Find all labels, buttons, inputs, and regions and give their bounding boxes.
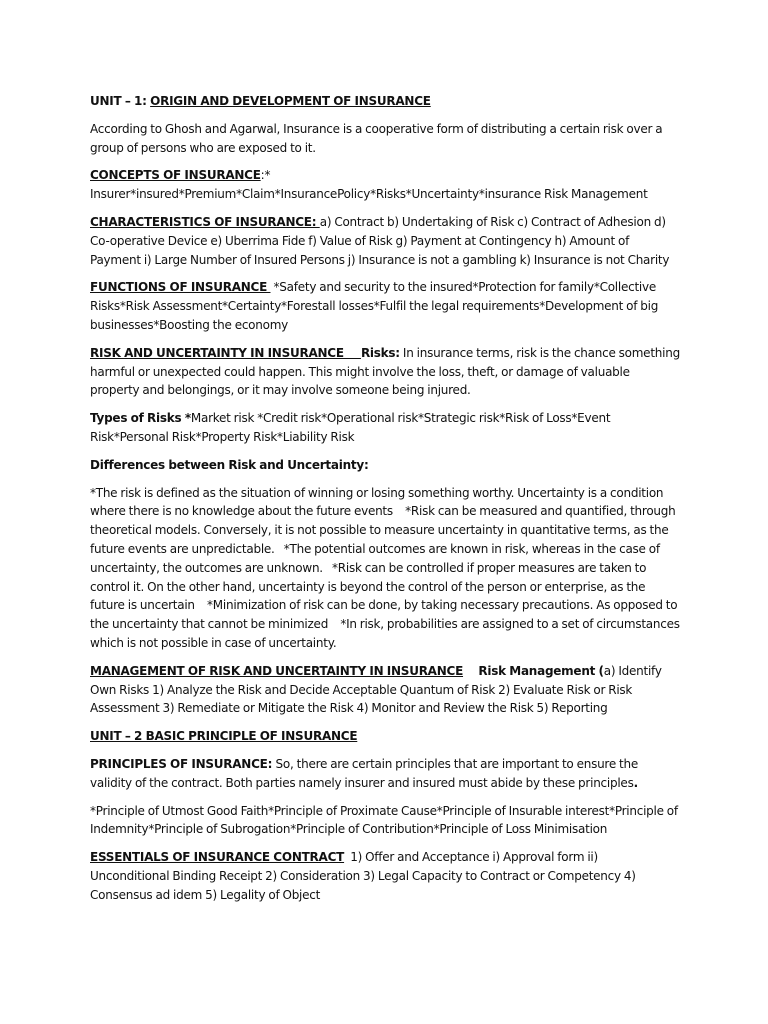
management-paragraph xyxy=(90,662,680,718)
unit1-heading xyxy=(90,92,680,111)
differences-paragraph: *The risk is defined as the situation of winning or losing something worthy. Uncertainty is a condition where there is no knowledge about the future events *Risk can be measured and quantified, through theoretical models. Conversely, it is not possible to measure uncertainty in quantitative terms, as the future events are unpredictable. *The potential outcomes are known in risk, whereas in the case of uncertainty, the outcomes are unknown. *Risk can be controlled if proper measures are taken to control it. On the other hand, uncertainty is beyond the control of the person or enterprise, as the future is uncertain *Minimization of risk can be done, by taking necessary precautions. As opposed to the uncertainty that cannot be minimized *In risk, probabilities are assigned to a set of circumstances which is not possible in case of uncertainty. xyxy=(90,485,683,650)
principle-list-paragraph: *Principle of Utmost Good Faith*Principle of Proximate Cause*Principle of Insurable interest*Principle of Indemnity*Principle of Subrogation*Principle of Contribution*Principle of Loss Minimisation xyxy=(90,803,678,837)
principles-heading: PRINCIPLES OF INSURANCE: xyxy=(90,756,276,771)
essentials-text: 1) Offer and Acceptance i) Approval form ii) Unconditional Binding Receipt 2) Consideration 3) Legal Capacity to Contract or Competency 4) Consensus ad idem 5) Legality of Object xyxy=(90,850,639,902)
document-page xyxy=(90,92,683,913)
principles-period: . xyxy=(633,775,638,790)
management-gap xyxy=(463,664,478,678)
functions-text: *Safety and security to the insured*Protection for family*Collective Risks*Risk Assessment*Certainty*Forestall losses*Fulfil the legal requirements*Development of big businesses*Boosting the economy xyxy=(90,280,659,332)
characteristics-text: a) Contract b) Undertaking of Risk c) Contract of Adhesion d) Co-operative Device e) Uberrima Fide f) Value of Risk g) Payment at Contingency h) Amount of Payment i) Large Number of Insured Persons j) Insurance is not a gambling k) Insurance is not Charity xyxy=(90,214,670,267)
risks-label: Risks: xyxy=(360,345,400,360)
differences-heading: Differences between Risk and Uncertainty: xyxy=(90,457,369,472)
concepts-colon: :* xyxy=(260,168,271,183)
functions-heading: FUNCTIONS OF INSURANCE xyxy=(90,280,271,295)
risk-uncertainty-heading: RISK AND UNCERTAINTY IN INSURANCE xyxy=(90,345,361,360)
risk-uncertainty-paragraph xyxy=(90,344,680,400)
concepts-paragraph xyxy=(90,166,680,204)
characteristics-paragraph xyxy=(90,213,680,269)
characteristics-heading: CHARACTERISTICS OF INSURANCE: xyxy=(90,214,320,229)
types-of-risks-text: Market risk *Credit risk*Operational risk*Strategic risk*Risk of Loss*Event Risk*Personal Risk*Property Risk*Liability Risk xyxy=(90,411,611,444)
essentials-heading: ESSENTIALS OF INSURANCE CONTRACT xyxy=(90,850,345,865)
risks-definition: In insurance terms, risk is the chance something harmful or unexpected could happen. This might involve the loss, theft, or damage of valuable property and belongings, or it may involve someone being injured. xyxy=(90,345,680,398)
principles-paragraph xyxy=(90,755,680,793)
unit1-prefix: UNIT – 1: xyxy=(90,94,151,108)
types-of-risks-paragraph xyxy=(90,409,680,447)
risk-management-label: Risk Management ( xyxy=(478,663,604,678)
types-of-risks-label: Types of Risks * xyxy=(90,411,191,426)
principles-text: So, there are certain principles that are important to ensure the validity of the contract. Both parties namely insurer and insured must abide by these principles xyxy=(90,756,638,790)
concepts-heading: CONCEPTS OF INSURANCE xyxy=(90,168,261,183)
management-heading: MANAGEMENT OF RISK AND UNCERTAINTY IN INSURANCE xyxy=(90,663,464,678)
unit1-title: ORIGIN AND DEVELOPMENT OF INSURANCE xyxy=(150,94,431,108)
functions-paragraph xyxy=(90,278,680,334)
essentials-paragraph xyxy=(90,848,680,904)
risk-management-steps: a) Identify Own Risks 1) Analyze the Risk and Decide Acceptable Quantum of Risk 2) Evaluate Risk or Risk Assessment 3) Remediate or Mitigate the Risk 4) Monitor and Review the Risk 5) Reporting xyxy=(90,663,662,716)
unit2-heading: UNIT – 2 BASIC PRINCIPLE OF INSURANCE xyxy=(90,729,358,744)
concepts-list: Insurer*insured*Premium*Claim*InsurancePolicy*Risks*Uncertainty*insurance Risk Management xyxy=(90,187,648,202)
definition-paragraph: According to Ghosh and Agarwal, Insurance is a cooperative form of distributing a certain risk over a group of persons who are exposed to it. xyxy=(90,121,663,155)
